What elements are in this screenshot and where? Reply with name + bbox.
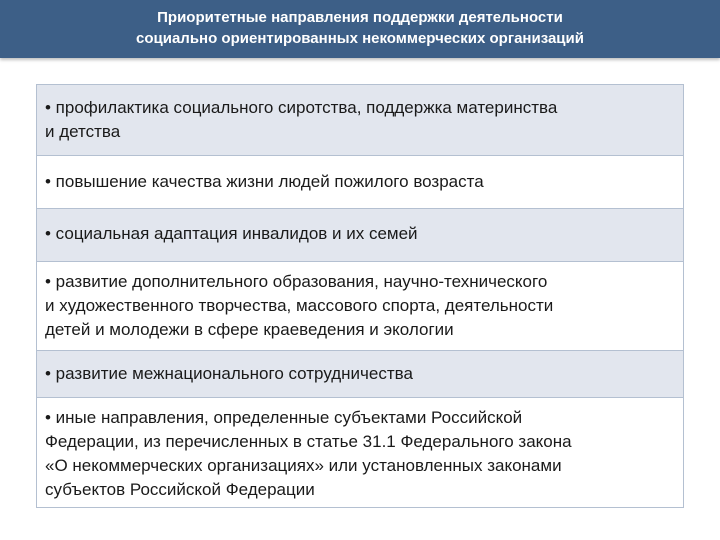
list-item-text-line: Федерации, из перечисленных в статье 31.1 Федерального закона: [45, 432, 572, 451]
list-item-text-line: и детства: [45, 122, 121, 141]
list-item-text-line: • развитие дополнительного образования, научно-технического: [45, 272, 548, 291]
list-item-text-line: • профилактика социального сиротства, поддержка материнства: [45, 98, 558, 117]
list-item-text-line: субъектов Российской Федерации: [45, 480, 315, 499]
list-item-text-line: и художественного творчества, массового спорта, деятельности: [45, 296, 554, 315]
list-item-text-line: детей и молодежи в сфере краеведения и экологии: [45, 320, 454, 339]
title-bar: [0, 0, 720, 58]
list-item-text-line: • социальная адаптация инвалидов и их семей: [45, 224, 418, 243]
list-item-interethnic-cooperation: [37, 351, 683, 398]
list-item-text-line: • иные направления, определенные субъектами Российской: [45, 408, 523, 427]
list-item-text-line: • развитие межнационального сотрудничества: [45, 364, 413, 383]
list-item-additional-education: [37, 262, 683, 351]
priorities-list: [36, 84, 684, 508]
list-item-text-line: «О некоммерческих организациях» или установленных законами: [45, 456, 562, 475]
list-item-other-directions: [37, 398, 683, 507]
list-item-orphanhood-prevention: [37, 85, 683, 156]
list-item-elderly-quality-of-life: [37, 156, 683, 209]
page-title-line-2: социально ориентированных некоммерческих организаций: [136, 30, 584, 47]
list-item-disabled-adaptation: [37, 209, 683, 262]
page-title-line-1: Приоритетные направления поддержки деятельности: [157, 9, 563, 26]
list-item-text-line: • повышение качества жизни людей пожилого возраста: [45, 172, 484, 191]
